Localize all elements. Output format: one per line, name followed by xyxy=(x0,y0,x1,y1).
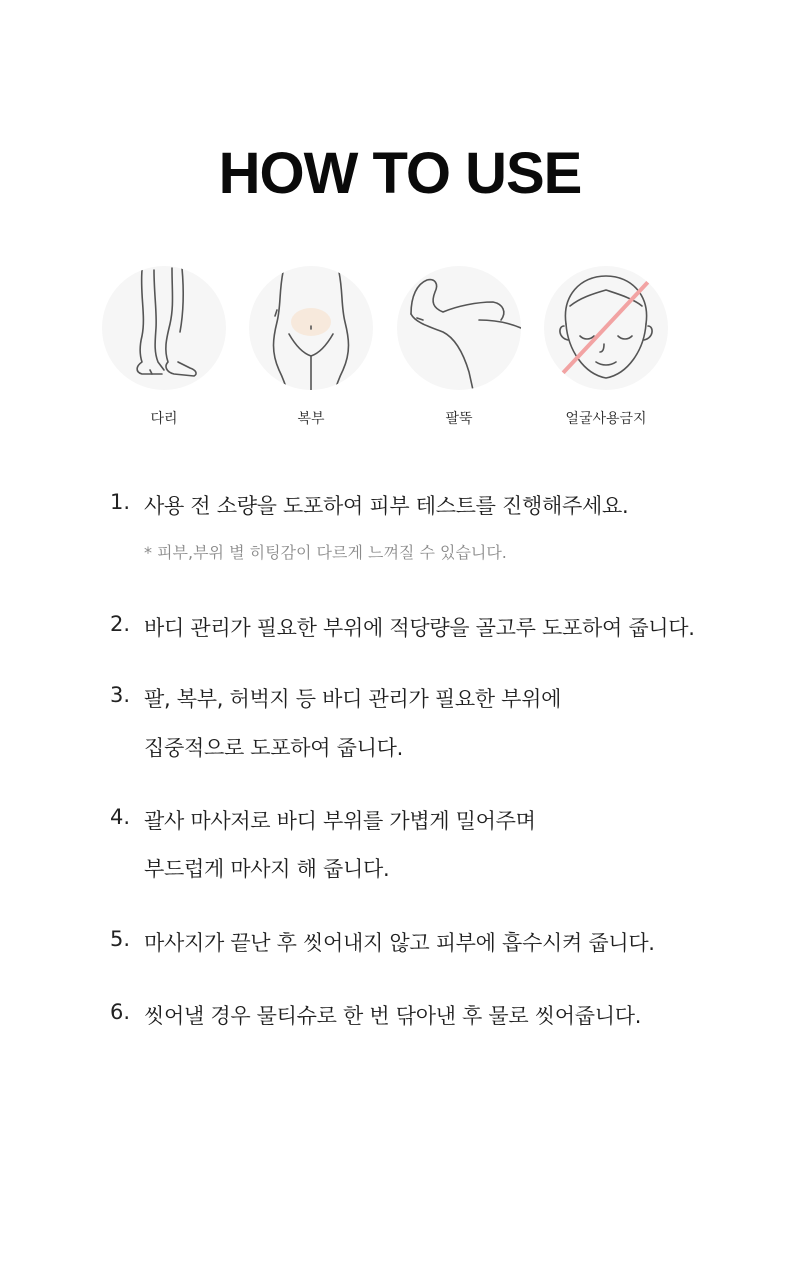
usage-area-icons xyxy=(0,266,800,436)
face-prohibited-icon xyxy=(544,266,668,390)
icon-item-abdomen xyxy=(249,266,373,428)
step-number: 5. xyxy=(110,927,131,951)
abdomen-icon xyxy=(249,266,373,390)
step-text: 바디 관리가 필요한 부위에 적당량을 골고루 도포하여 줍니다. xyxy=(144,616,695,640)
step-number: 6. xyxy=(110,1000,131,1024)
icon-label: 얼굴사용금지 xyxy=(565,411,647,427)
page-title: HOW TO USE xyxy=(218,141,582,206)
step-number: 4. xyxy=(110,805,131,829)
icon-label: 복부 xyxy=(297,411,325,427)
icon-item-face xyxy=(544,266,668,428)
icon-label: 팔뚝 xyxy=(445,411,473,427)
icon-item-legs xyxy=(102,266,226,428)
icon-item-arm xyxy=(397,266,521,428)
step-number: 3. xyxy=(110,683,131,707)
step-text: 집중적으로 도포하여 줍니다. xyxy=(144,736,403,760)
icon-label: 다리 xyxy=(150,411,178,427)
step-number: 2. xyxy=(110,612,131,636)
step-number: 1. xyxy=(110,490,131,514)
step-text: 팔, 복부, 허벅지 등 바디 관리가 필요한 부위에 xyxy=(144,687,562,711)
step-note: * 피부,부위 별 히팅감이 다르게 느껴질 수 있습니다. xyxy=(144,543,507,562)
step-text: 씻어낼 경우 물티슈로 한 번 닦아낸 후 물로 씻어줍니다. xyxy=(144,1004,642,1028)
arm-icon xyxy=(397,266,521,390)
step-text: 사용 전 소량을 도포하여 피부 테스트를 진행해주세요. xyxy=(144,494,629,518)
legs-icon xyxy=(102,266,226,390)
step-text: 괄사 마사저로 바디 부위를 가볍게 밀어주며 xyxy=(144,809,536,833)
step-text: 마사지가 끝난 후 씻어내지 않고 피부에 흡수시켜 줍니다. xyxy=(144,931,655,955)
step-text: 부드럽게 마사지 해 줍니다. xyxy=(144,857,390,881)
